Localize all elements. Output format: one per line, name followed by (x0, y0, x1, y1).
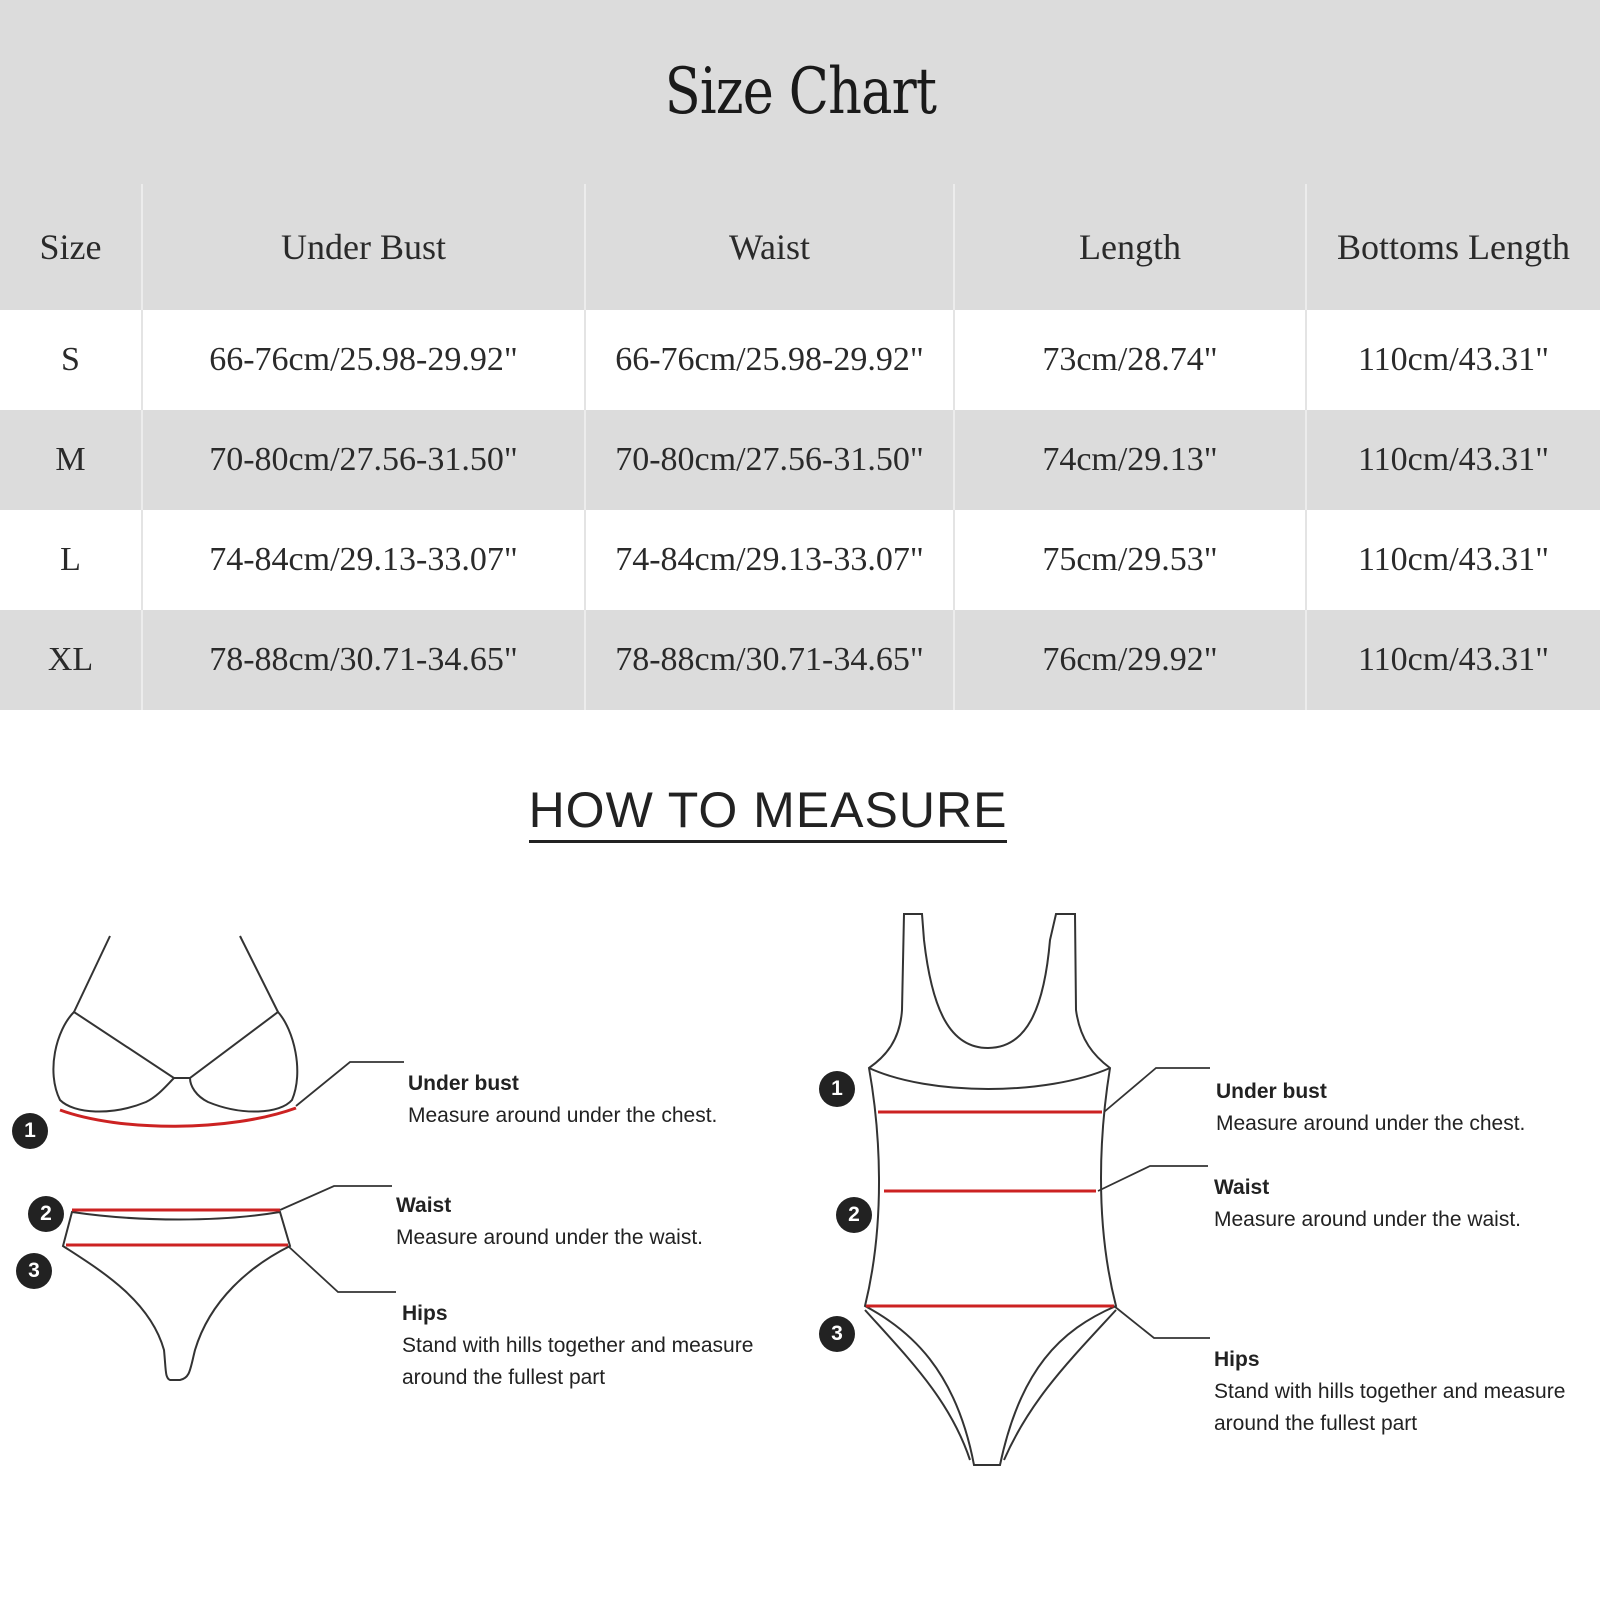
bikini-bottom-drawing (63, 1212, 290, 1380)
cell-bottoms-length: 110cm/43.31" (1306, 410, 1600, 510)
onepiece-hips-note (1214, 1344, 1565, 1440)
note-title: Waist (1214, 1176, 1270, 1199)
cell-length: 75cm/29.53" (954, 510, 1306, 610)
cell-waist: 74-84cm/29.13-33.07" (585, 510, 954, 610)
cell-length: 73cm/28.74" (954, 310, 1306, 410)
header-size: Size (0, 184, 142, 310)
header-length: Length (954, 184, 1306, 310)
note-title: Waist (396, 1194, 452, 1217)
cell-under-bust: 78-88cm/30.71-34.65" (142, 610, 585, 710)
note-title: Under bust (408, 1072, 519, 1095)
bikini-hips-note (402, 1298, 753, 1394)
header-under-bust: Under Bust (142, 184, 585, 310)
cell-size: L (0, 510, 142, 610)
note-desc: Stand with hills together and measure around the fullest part (1214, 1380, 1566, 1435)
note-title: Under bust (1216, 1080, 1327, 1103)
cell-under-bust: 66-76cm/25.98-29.92" (142, 310, 585, 410)
step-badge: 3 (16, 1253, 52, 1289)
title-band (0, 0, 1600, 184)
table-header-row (0, 184, 1600, 310)
cell-waist: 78-88cm/30.71-34.65" (585, 610, 954, 710)
bikini-top-drawing (53, 936, 297, 1112)
bikini-waist-note (396, 1190, 703, 1254)
bikini-underbust-note (408, 1068, 717, 1132)
cell-length: 76cm/29.92" (954, 610, 1306, 710)
table-row (0, 410, 1600, 510)
how-to-measure-heading (0, 780, 1536, 840)
cell-waist: 66-76cm/25.98-29.92" (585, 310, 954, 410)
note-desc: Measure around under the chest. (1216, 1112, 1526, 1135)
cell-bottoms-length: 110cm/43.31" (1306, 510, 1600, 610)
onepiece-underbust-note (1216, 1076, 1525, 1140)
cell-size: XL (0, 610, 142, 710)
note-desc: Measure around under the waist. (1214, 1208, 1522, 1231)
cell-under-bust: 70-80cm/27.56-31.50" (142, 410, 585, 510)
step-badge: 1 (12, 1113, 48, 1149)
cell-bottoms-length: 110cm/43.31" (1306, 310, 1600, 410)
cell-length: 74cm/29.13" (954, 410, 1306, 510)
page-title: Size Chart (664, 55, 936, 129)
header-bottoms-length: Bottoms Length (1306, 184, 1600, 310)
cell-under-bust: 74-84cm/29.13-33.07" (142, 510, 585, 610)
step-badge: 2 (28, 1196, 64, 1232)
header-waist: Waist (585, 184, 954, 310)
onepiece-waist-note (1214, 1172, 1521, 1236)
note-title: Hips (1214, 1348, 1260, 1371)
cell-size: M (0, 410, 142, 510)
note-desc: Measure around under the chest. (408, 1104, 718, 1127)
cell-size: S (0, 310, 142, 410)
bikini-leader-lines (280, 1062, 404, 1292)
table-row (0, 310, 1600, 410)
size-table (0, 184, 1600, 710)
table-row (0, 610, 1600, 710)
note-desc: Measure around under the waist. (396, 1226, 704, 1249)
cell-waist: 70-80cm/27.56-31.50" (585, 410, 954, 510)
table-row (0, 510, 1600, 610)
how-to-measure-text: HOW TO MEASURE (529, 782, 1008, 843)
step-badge: 3 (819, 1316, 855, 1352)
step-badge: 2 (836, 1197, 872, 1233)
cell-bottoms-length: 110cm/43.31" (1306, 610, 1600, 710)
note-title: Hips (402, 1302, 448, 1325)
step-badge: 1 (819, 1071, 855, 1107)
note-desc: Stand with hills together and measure around the fullest part (402, 1334, 754, 1389)
